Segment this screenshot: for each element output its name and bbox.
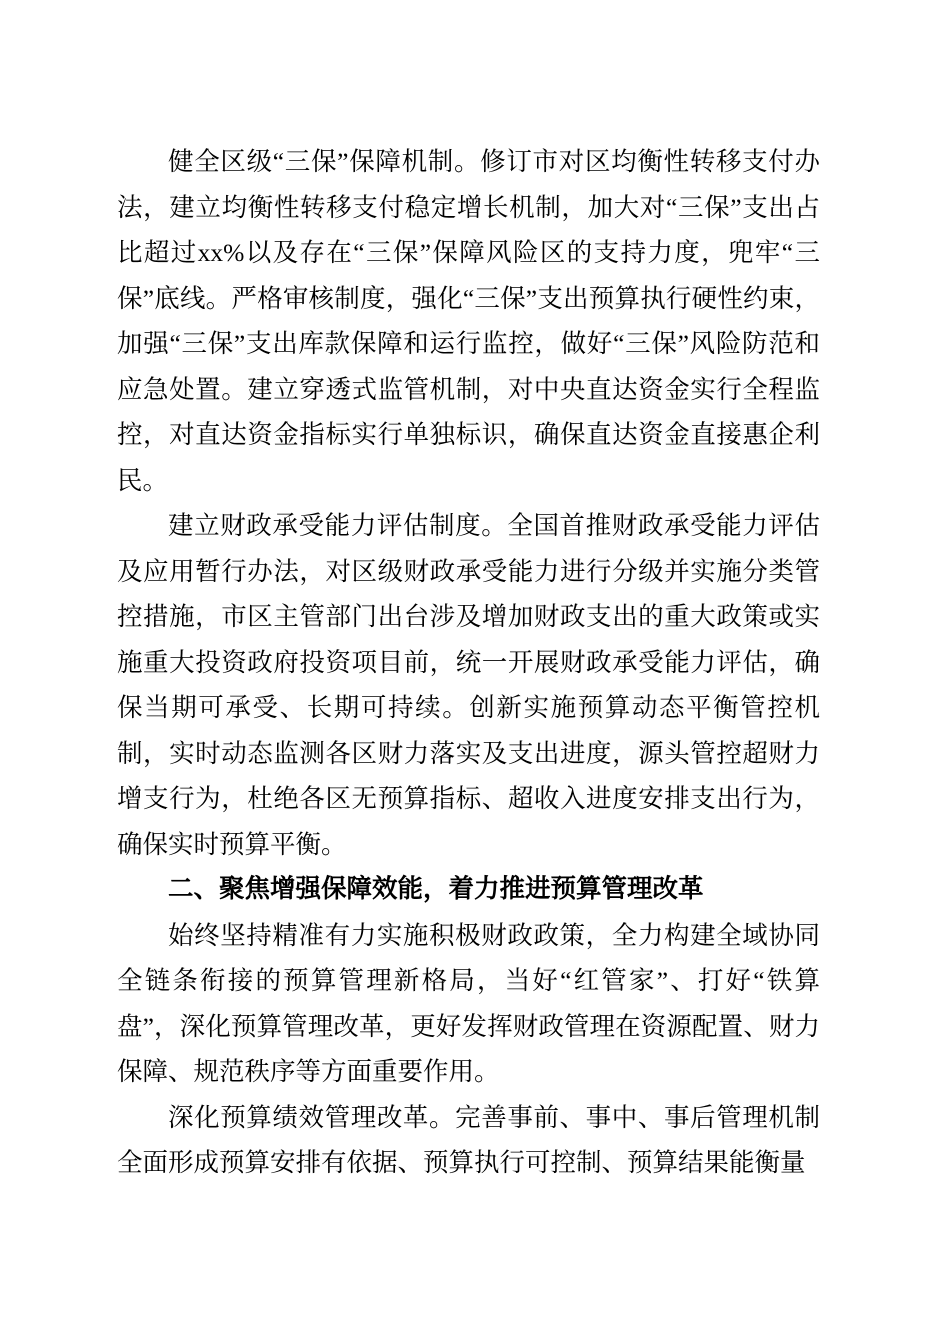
paragraph-fiscal-capacity-evaluation: 建立财政承受能力评估制度。全国首推财政承受能力评估及应用暂行办法，对区级财政承受能力进行分级并实施分类管控措施，市区主管部门出台涉及增加财政支出的重大政策或实施重大投资政府投资项目前，统一开展财政承受能力评估，确保当期可承受、长期可持续。创新实施预算动态平衡管控机制，实时动态监测各区财力落实及支出进度，源头管控超财力增支行为，杜绝各区无预算指标、超收入进度安排支出行为，确保实时预算平衡。 <box>117 511 820 859</box>
section-heading: 二、聚焦增强保障效能，着力推进预算管理改革 <box>168 875 704 903</box>
paragraph-budget-management-reform: 始终坚持精准有力实施积极财政政策，全力构建全域协同全链条衔接的预算管理新格局，当好“红管家”、打好“铁算盘”，深化预算管理改革，更好发挥财政管理在资源配置、财力保障、规范秩序等方面重要作用。 <box>117 920 820 1086</box>
paragraph-sanbao-mechanism: 健全区级“三保”保障机制。修订市对区均衡性转移支付办法，建立均衡性转移支付稳定增长机制，加大对“三保”支出占比超过xx%以及存在“三保”保障风险区的支持力度，兜牢“三保”底线。严格审核制度，强化“三保”支出预算执行硬性约束，加强“三保”支出库款保障和运行监控，做好“三保”风险防范和应急处置。建立穿透式监管机制，对中央直达资金实行全程监控，对直达资金指标实行单独标识，确保直达资金直接惠企利民。 <box>117 147 820 495</box>
paragraph-budget-performance-reform: 深化预算绩效管理改革。完善事前、事中、事后管理机制全面形成预算安排有依据、预算执行可控制、预算结果能衡量 <box>117 1102 820 1177</box>
